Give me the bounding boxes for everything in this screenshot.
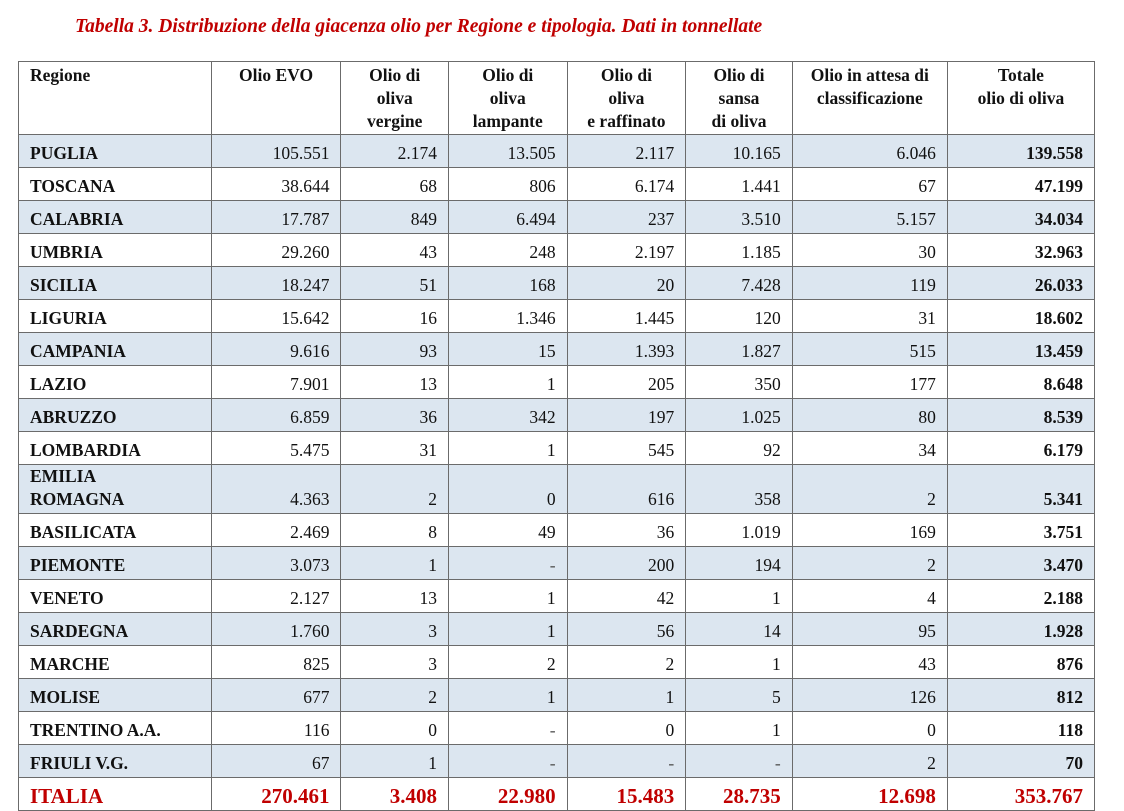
cell-olio-lampante: - xyxy=(448,712,567,745)
cell-olio-raffinato: 197 xyxy=(567,399,686,432)
cell-olio-raffinato: 15.483 xyxy=(567,778,686,811)
table-row xyxy=(19,234,1095,267)
cell-olio-lampante: 342 xyxy=(448,399,567,432)
cell-olio-sansa: 1 xyxy=(686,712,792,745)
cell-olio-evo: 4.363 xyxy=(211,465,341,514)
cell-olio-evo: 3.073 xyxy=(211,547,341,580)
cell-olio-lampante: - xyxy=(448,547,567,580)
cell-olio-attesa: 80 xyxy=(792,399,947,432)
region-name: BASILICATA xyxy=(19,514,212,547)
cell-olio-evo: 67 xyxy=(211,745,341,778)
region-name: PUGLIA xyxy=(19,135,212,168)
cell-totale: 139.558 xyxy=(947,135,1094,168)
region-name: CALABRIA xyxy=(19,201,212,234)
cell-olio-sansa: 1.827 xyxy=(686,333,792,366)
cell-olio-raffinato: 6.174 xyxy=(567,168,686,201)
cell-olio-lampante: 2 xyxy=(448,646,567,679)
header-line: Olio di xyxy=(482,65,534,85)
header-line: Olio EVO xyxy=(239,65,314,85)
region-name: FRIULI V.G. xyxy=(19,745,212,778)
cell-olio-vergine: 93 xyxy=(341,333,448,366)
header-line: lampante xyxy=(472,111,543,131)
cell-olio-evo: 17.787 xyxy=(211,201,341,234)
cell-totale: 118 xyxy=(947,712,1094,745)
region-name: VENETO xyxy=(19,580,212,613)
cell-olio-lampante: 0 xyxy=(448,465,567,514)
cell-totale: 3.470 xyxy=(947,547,1094,580)
cell-olio-sansa: 358 xyxy=(686,465,792,514)
cell-olio-raffinato: 200 xyxy=(567,547,686,580)
region-name: SARDEGNA xyxy=(19,613,212,646)
region-name: ABRUZZO xyxy=(19,399,212,432)
total-row xyxy=(19,778,1095,811)
cell-olio-lampante: 1 xyxy=(448,432,567,465)
header-row xyxy=(19,62,1095,135)
cell-totale: 32.963 xyxy=(947,234,1094,267)
cell-olio-lampante: 1 xyxy=(448,613,567,646)
header-line: e raffinato xyxy=(587,111,666,131)
cell-olio-raffinato: 1.393 xyxy=(567,333,686,366)
cell-olio-evo: 105.551 xyxy=(211,135,341,168)
cell-olio-lampante: 15 xyxy=(448,333,567,366)
header-line: Olio di xyxy=(369,65,421,85)
cell-olio-raffinato: 2.197 xyxy=(567,234,686,267)
cell-olio-vergine: 3 xyxy=(341,646,448,679)
cell-olio-raffinato: 545 xyxy=(567,432,686,465)
cell-olio-raffinato: 205 xyxy=(567,366,686,399)
header-olio-attesa xyxy=(792,62,947,135)
cell-olio-raffinato: - xyxy=(567,745,686,778)
cell-olio-sansa: 10.165 xyxy=(686,135,792,168)
cell-olio-vergine: 1 xyxy=(341,547,448,580)
header-olio-vergine xyxy=(341,62,448,135)
cell-olio-sansa: 1.025 xyxy=(686,399,792,432)
cell-olio-evo: 29.260 xyxy=(211,234,341,267)
cell-totale: 353.767 xyxy=(947,778,1094,811)
cell-olio-attesa: 2 xyxy=(792,745,947,778)
cell-olio-vergine: 849 xyxy=(341,201,448,234)
cell-olio-vergine: 51 xyxy=(341,267,448,300)
region-name: UMBRIA xyxy=(19,234,212,267)
cell-olio-sansa: 1.019 xyxy=(686,514,792,547)
cell-olio-vergine: 1 xyxy=(341,745,448,778)
region-name: LAZIO xyxy=(19,366,212,399)
region-name xyxy=(19,465,212,514)
region-name: PIEMONTE xyxy=(19,547,212,580)
cell-totale: 8.648 xyxy=(947,366,1094,399)
cell-olio-evo: 2.469 xyxy=(211,514,341,547)
table-caption: Tabella 3. Distribuzione della giacenza olio per Regione e tipologia. Dati in tonnellate xyxy=(75,16,763,37)
table-row xyxy=(19,300,1095,333)
header-line: classificazione xyxy=(816,88,923,108)
table-row xyxy=(19,135,1095,168)
cell-olio-vergine: 3 xyxy=(341,613,448,646)
header-region xyxy=(19,62,212,135)
cell-olio-lampante: 1 xyxy=(448,679,567,712)
cell-olio-vergine: 2.174 xyxy=(341,135,448,168)
cell-totale: 47.199 xyxy=(947,168,1094,201)
cell-olio-lampante: 806 xyxy=(448,168,567,201)
cell-olio-sansa: 350 xyxy=(686,366,792,399)
cell-olio-vergine: 36 xyxy=(341,399,448,432)
cell-olio-vergine: 0 xyxy=(341,712,448,745)
cell-olio-raffinato: 56 xyxy=(567,613,686,646)
table-row xyxy=(19,201,1095,234)
table-row xyxy=(19,547,1095,580)
cell-totale: 13.459 xyxy=(947,333,1094,366)
cell-olio-sansa: 1.185 xyxy=(686,234,792,267)
cell-totale: 34.034 xyxy=(947,201,1094,234)
cell-olio-attesa: 30 xyxy=(792,234,947,267)
table-row xyxy=(19,366,1095,399)
table-row xyxy=(19,333,1095,366)
cell-olio-lampante: 168 xyxy=(448,267,567,300)
cell-olio-evo: 1.760 xyxy=(211,613,341,646)
cell-olio-attesa: 31 xyxy=(792,300,947,333)
cell-olio-evo: 2.127 xyxy=(211,580,341,613)
cell-totale: 876 xyxy=(947,646,1094,679)
cell-olio-lampante: 22.980 xyxy=(448,778,567,811)
cell-olio-attesa: 12.698 xyxy=(792,778,947,811)
cell-totale: 18.602 xyxy=(947,300,1094,333)
region-name: TOSCANA xyxy=(19,168,212,201)
cell-totale: 5.341 xyxy=(947,465,1094,514)
cell-totale: 3.751 xyxy=(947,514,1094,547)
cell-olio-lampante: - xyxy=(448,745,567,778)
cell-olio-sansa: 194 xyxy=(686,547,792,580)
header-line: vergine xyxy=(367,111,423,131)
cell-olio-evo: 270.461 xyxy=(211,778,341,811)
cell-olio-evo: 116 xyxy=(211,712,341,745)
cell-olio-evo: 9.616 xyxy=(211,333,341,366)
region-name-line: ROMAGNA xyxy=(30,489,125,509)
header-line: Olio in attesa di xyxy=(810,65,929,85)
cell-olio-vergine: 3.408 xyxy=(341,778,448,811)
cell-olio-raffinato: 237 xyxy=(567,201,686,234)
cell-olio-vergine: 31 xyxy=(341,432,448,465)
cell-olio-lampante: 13.505 xyxy=(448,135,567,168)
table-row xyxy=(19,465,1095,514)
cell-olio-attesa: 169 xyxy=(792,514,947,547)
cell-olio-attesa: 2 xyxy=(792,465,947,514)
header-olio-evo xyxy=(211,62,341,135)
cell-totale: 8.539 xyxy=(947,399,1094,432)
cell-totale: 26.033 xyxy=(947,267,1094,300)
cell-olio-sansa: - xyxy=(686,745,792,778)
cell-olio-sansa: 92 xyxy=(686,432,792,465)
cell-olio-lampante: 1 xyxy=(448,366,567,399)
cell-olio-vergine: 13 xyxy=(341,580,448,613)
region-name: TRENTINO A.A. xyxy=(19,712,212,745)
cell-olio-lampante: 49 xyxy=(448,514,567,547)
region-name: LOMBARDIA xyxy=(19,432,212,465)
header-line: oliva xyxy=(608,88,645,108)
header-line: di oliva xyxy=(711,111,767,131)
table-row xyxy=(19,432,1095,465)
cell-olio-raffinato: 2 xyxy=(567,646,686,679)
cell-olio-evo: 677 xyxy=(211,679,341,712)
cell-olio-vergine: 2 xyxy=(341,465,448,514)
table-row xyxy=(19,168,1095,201)
cell-olio-raffinato: 36 xyxy=(567,514,686,547)
cell-olio-lampante: 6.494 xyxy=(448,201,567,234)
table-row xyxy=(19,745,1095,778)
cell-olio-vergine: 2 xyxy=(341,679,448,712)
header-line: oliva xyxy=(376,88,413,108)
header-line: Totale xyxy=(997,65,1044,85)
cell-olio-vergine: 16 xyxy=(341,300,448,333)
cell-olio-sansa: 14 xyxy=(686,613,792,646)
table-row xyxy=(19,399,1095,432)
cell-olio-evo: 15.642 xyxy=(211,300,341,333)
cell-totale: 70 xyxy=(947,745,1094,778)
cell-olio-raffinato: 616 xyxy=(567,465,686,514)
header-line: olio di oliva xyxy=(977,88,1065,108)
header-line: sansa xyxy=(718,88,760,108)
table-row xyxy=(19,712,1095,745)
table-row xyxy=(19,679,1095,712)
cell-olio-raffinato: 20 xyxy=(567,267,686,300)
header-line: Olio di xyxy=(713,65,765,85)
cell-totale: 812 xyxy=(947,679,1094,712)
cell-olio-attesa: 5.157 xyxy=(792,201,947,234)
region-name: MARCHE xyxy=(19,646,212,679)
cell-olio-evo: 825 xyxy=(211,646,341,679)
cell-olio-vergine: 13 xyxy=(341,366,448,399)
cell-olio-attesa: 43 xyxy=(792,646,947,679)
cell-totale: 6.179 xyxy=(947,432,1094,465)
table-body xyxy=(19,135,1095,811)
header-line: Olio di xyxy=(600,65,652,85)
region-name-line: EMILIA xyxy=(30,466,97,486)
table-row xyxy=(19,267,1095,300)
table-row xyxy=(19,580,1095,613)
cell-totale: 2.188 xyxy=(947,580,1094,613)
cell-olio-sansa: 1.441 xyxy=(686,168,792,201)
olive-oil-stock-table xyxy=(18,61,1095,811)
table-row xyxy=(19,646,1095,679)
header-line: oliva xyxy=(489,88,526,108)
cell-olio-vergine: 43 xyxy=(341,234,448,267)
header-line: Regione xyxy=(30,65,91,85)
cell-olio-attesa: 67 xyxy=(792,168,947,201)
cell-olio-evo: 5.475 xyxy=(211,432,341,465)
header-olio-raffinato xyxy=(567,62,686,135)
header-totale xyxy=(947,62,1094,135)
cell-olio-sansa: 7.428 xyxy=(686,267,792,300)
table-row xyxy=(19,613,1095,646)
cell-olio-attesa: 177 xyxy=(792,366,947,399)
cell-olio-lampante: 1.346 xyxy=(448,300,567,333)
cell-olio-attesa: 4 xyxy=(792,580,947,613)
cell-olio-raffinato: 1.445 xyxy=(567,300,686,333)
cell-olio-vergine: 68 xyxy=(341,168,448,201)
cell-olio-sansa: 1 xyxy=(686,580,792,613)
cell-olio-sansa: 3.510 xyxy=(686,201,792,234)
cell-olio-raffinato: 1 xyxy=(567,679,686,712)
cell-olio-attesa: 95 xyxy=(792,613,947,646)
cell-olio-raffinato: 2.117 xyxy=(567,135,686,168)
cell-olio-attesa: 2 xyxy=(792,547,947,580)
cell-olio-sansa: 120 xyxy=(686,300,792,333)
cell-olio-attesa: 126 xyxy=(792,679,947,712)
table-row xyxy=(19,514,1095,547)
cell-olio-attesa: 34 xyxy=(792,432,947,465)
cell-olio-vergine: 8 xyxy=(341,514,448,547)
cell-olio-evo: 38.644 xyxy=(211,168,341,201)
cell-olio-evo: 6.859 xyxy=(211,399,341,432)
cell-olio-sansa: 28.735 xyxy=(686,778,792,811)
cell-olio-evo: 18.247 xyxy=(211,267,341,300)
region-name: ITALIA xyxy=(19,778,212,811)
cell-olio-raffinato: 42 xyxy=(567,580,686,613)
cell-olio-sansa: 1 xyxy=(686,646,792,679)
cell-olio-raffinato: 0 xyxy=(567,712,686,745)
cell-olio-attesa: 0 xyxy=(792,712,947,745)
cell-olio-attesa: 515 xyxy=(792,333,947,366)
cell-olio-lampante: 1 xyxy=(448,580,567,613)
header-olio-sansa xyxy=(686,62,792,135)
region-name: MOLISE xyxy=(19,679,212,712)
cell-olio-lampante: 248 xyxy=(448,234,567,267)
cell-olio-sansa: 5 xyxy=(686,679,792,712)
cell-olio-attesa: 6.046 xyxy=(792,135,947,168)
region-name: CAMPANIA xyxy=(19,333,212,366)
cell-olio-attesa: 119 xyxy=(792,267,947,300)
region-name: SICILIA xyxy=(19,267,212,300)
cell-totale: 1.928 xyxy=(947,613,1094,646)
cell-olio-evo: 7.901 xyxy=(211,366,341,399)
header-olio-lampante xyxy=(448,62,567,135)
region-name: LIGURIA xyxy=(19,300,212,333)
